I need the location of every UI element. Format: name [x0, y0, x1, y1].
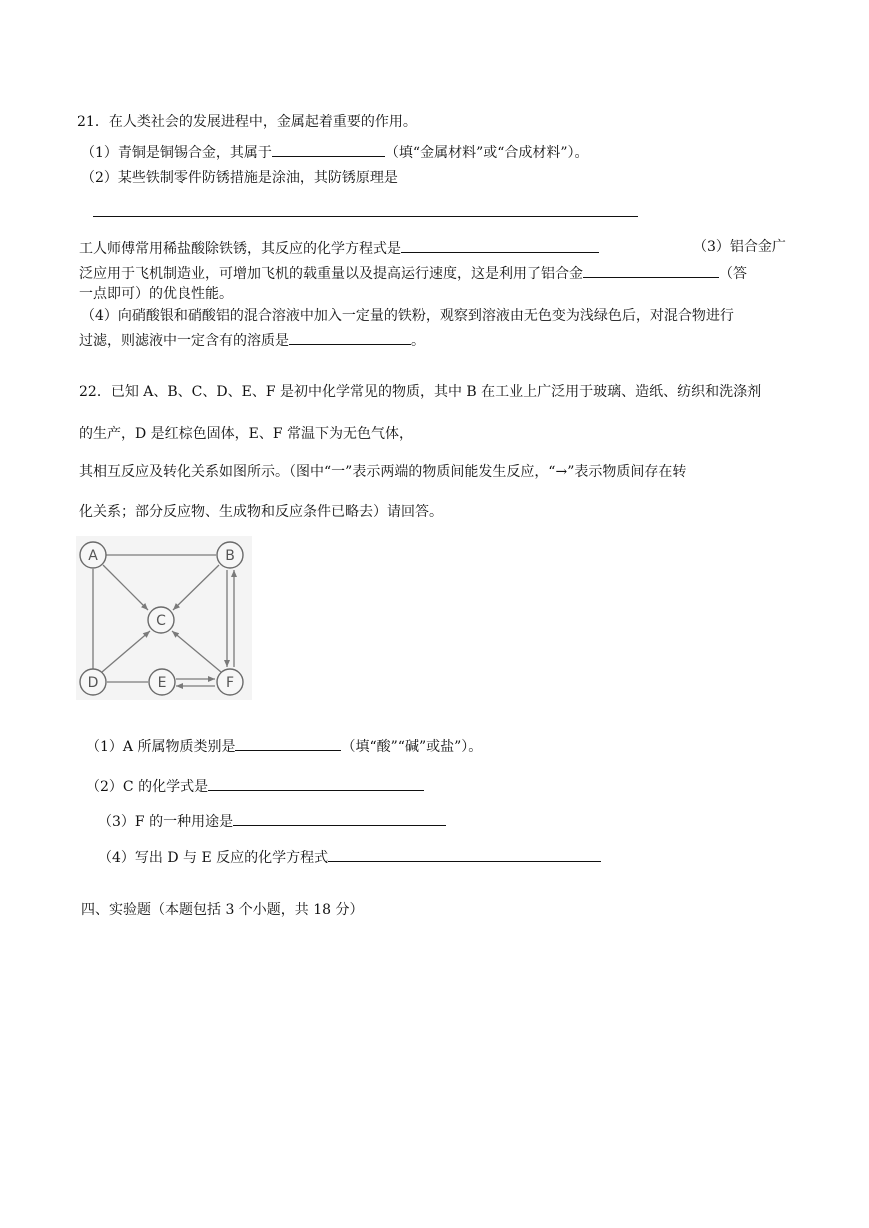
q21-part2-cont: [79, 237, 599, 259]
q21-part4-cont: [79, 329, 425, 351]
answer-blank-equation-de[interactable]: [328, 846, 601, 862]
edge-b-to-c: [173, 565, 219, 610]
q22-line3: 其相互反应及转化关系如图所示。（图中“一”表示两端的物质间能发生反应，“→”表示物质间存在转: [79, 464, 687, 480]
node-d-label: D: [87, 675, 99, 691]
edge-a-to-c: [103, 565, 148, 610]
answer-blank-equation[interactable]: [401, 237, 599, 253]
node-c-label: C: [156, 613, 166, 629]
q21-part4: （4）向硝酸银和硝酸铝的混合溶液中加入一定量的铁粉，观察到溶液由无色变为浅绿色后，对混合物进行: [81, 308, 734, 324]
node-a-label: A: [88, 548, 98, 564]
node-b-label: B: [225, 548, 235, 564]
answer-blank-formula-c[interactable]: [208, 775, 424, 791]
q21-part3: [79, 262, 747, 284]
q21-part3-start: （3）铝合金广: [693, 239, 786, 255]
q21-part1: [81, 141, 589, 163]
q22-sub4-text: （4）写出 D 与 E 反应的化学方程式: [98, 850, 329, 866]
q22-sub1-hint: （填“酸”“碱”或盐”）。: [341, 739, 483, 755]
q21-part1-hint: （填“金属材料”或“合成材料”）。: [384, 145, 589, 161]
q21-part2-cont-text: 工人师傅常用稀盐酸除铁锈，其反应的化学方程式是: [79, 241, 401, 257]
q21-part1-text: （1）青铜是铜锡合金，其属于: [81, 145, 272, 161]
q21-part4-cont-text: 过滤，则滤液中一定含有的溶质是: [79, 333, 289, 349]
q21-part3-hint: （答: [719, 266, 747, 282]
q22-sub1: [86, 735, 482, 757]
q21-part4-end: 。: [411, 333, 425, 349]
answer-blank-category[interactable]: [235, 735, 341, 751]
node-b: [217, 542, 243, 568]
q22-sub4: [98, 846, 601, 868]
section-4-heading: 四、实验题（本题包括 3 个小题，共 18 分）: [81, 902, 364, 918]
node-c: [148, 607, 174, 633]
q22-line4: 化关系；部分反应物、生成物和反应条件已略去）请回答。: [79, 504, 443, 520]
q22-sub1-text: （1）A 所属物质类别是: [86, 739, 236, 755]
reaction-diagram-svg: [76, 536, 252, 700]
q22-sub2-text: （2）C 的化学式是: [86, 779, 209, 795]
q22-line1: 22．已知 A、B、C、D、E、F 是初中化学常见的物质，其中 B 在工业上广泛用于玻璃、造纸、纺织和洗涤剂: [79, 384, 762, 400]
q21-part3-end: 一点即可）的优良性能。: [79, 286, 233, 302]
q22-sub3-text: （3）F 的一种用途是: [98, 814, 234, 830]
q22-line2: 的生产，D 是红棕色固体，E、F 常温下为无色气体，: [79, 426, 414, 442]
answer-blank-solute[interactable]: [289, 329, 411, 345]
answer-blank-use-f[interactable]: [233, 810, 446, 826]
edge-f-to-c: [172, 631, 221, 672]
reaction-diagram: [76, 536, 252, 700]
node-d: [80, 669, 106, 695]
q21-part3-text: 泛应用于飞机制造业，可增加飞机的载重量以及提高运行速度，这是利用了铝合金: [79, 266, 583, 282]
q21-part2: （2）某些铁制零件防锈措施是涂油，其防锈原理是: [81, 170, 398, 186]
node-f: [217, 669, 243, 695]
node-e-label: E: [157, 675, 167, 691]
answer-blank-property[interactable]: [583, 262, 719, 278]
node-f-label: F: [225, 675, 235, 691]
answer-line-rust-principle[interactable]: [93, 216, 638, 217]
edge-d-to-c: [102, 631, 150, 672]
node-a: [80, 542, 106, 568]
node-e: [149, 669, 175, 695]
answer-blank-material[interactable]: [272, 141, 385, 157]
q21-title: 21．在人类社会的发展进程中，金属起着重要的作用。: [77, 114, 417, 130]
q22-sub2: [86, 775, 424, 797]
q22-sub3: [98, 810, 446, 832]
